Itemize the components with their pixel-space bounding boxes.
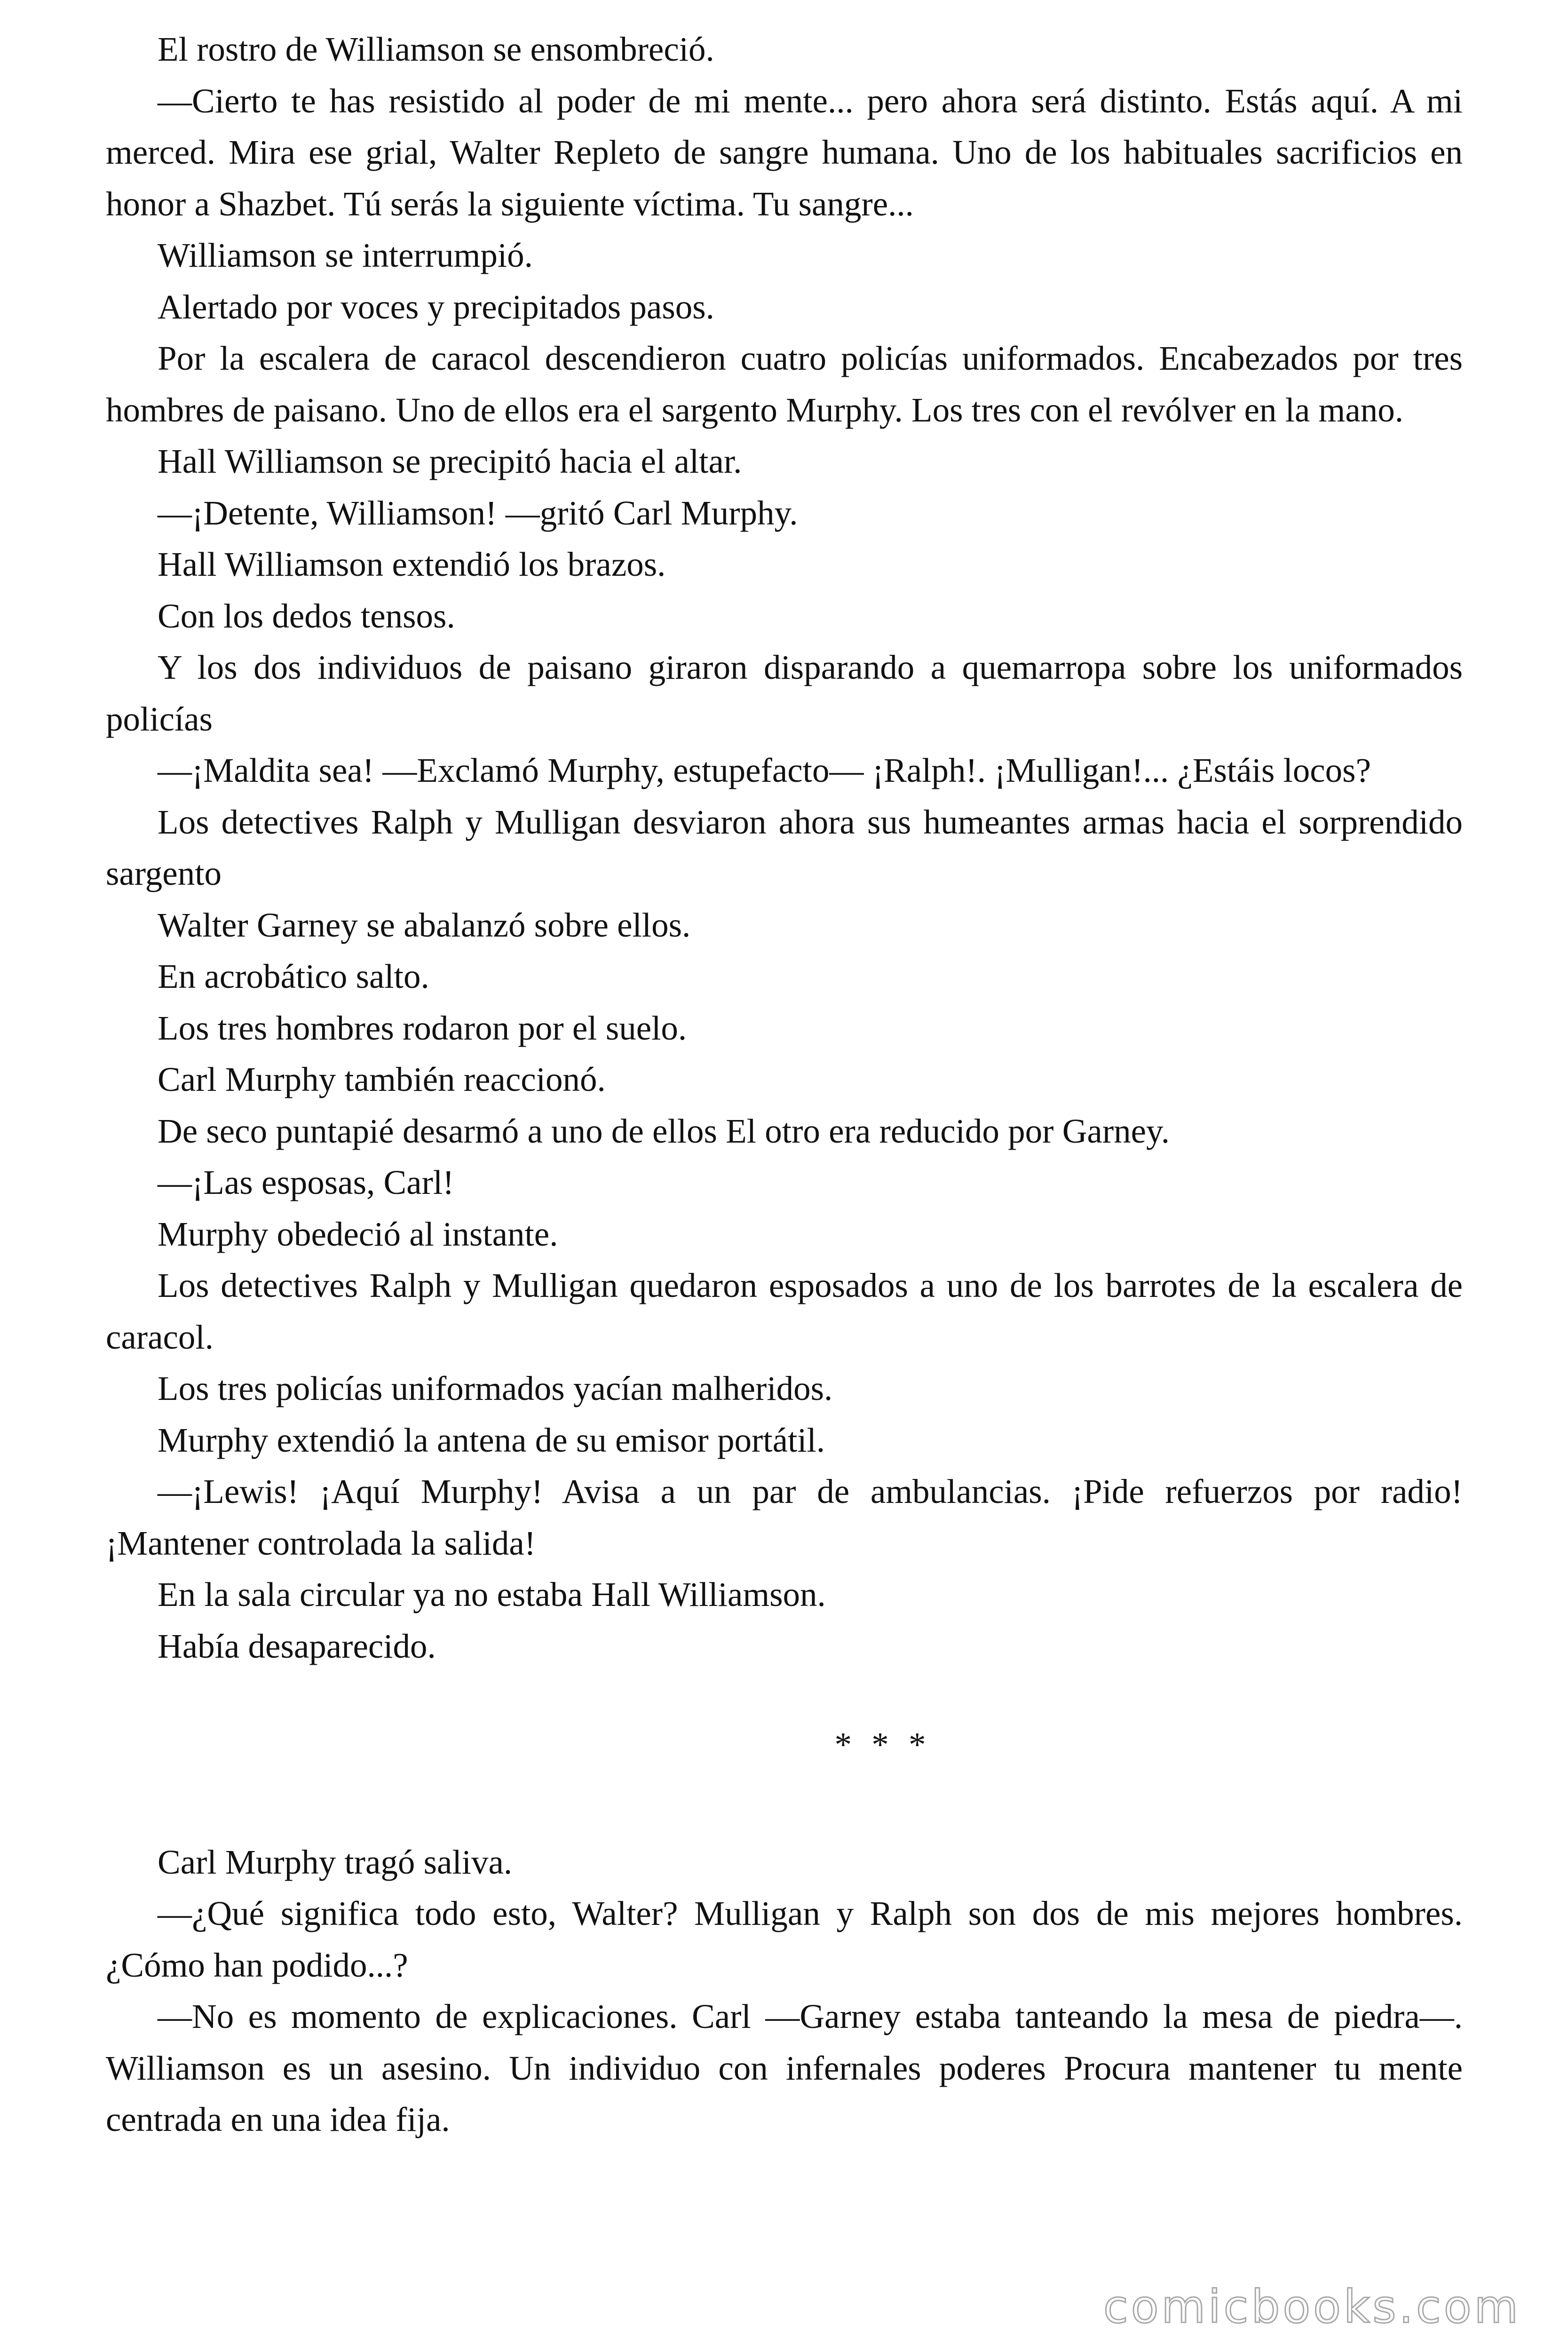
paragraph: Walter Garney se abalanzó sobre ellos. [158,906,691,944]
scene-separator: * * * [834,1725,932,1764]
paragraph: Por la escalera de caracol descendieron cuatro policías uniformados. Encabezados por tres hombres de paisano. Uno de ellos era el sargento Murphy. Los tres con el revólver en la mano. [106,339,1463,429]
paragraph: Carl Murphy también reaccionó. [158,1060,606,1098]
paragraph: —¡Detente, Williamson! —gritó Carl Murphy. [158,493,798,532]
paragraph: Murphy extendió la antena de su emisor portátil. [158,1421,825,1459]
paragraph: Los tres policías uniformados yacían malheridos. [158,1369,833,1407]
watermark-logo: comicbooks.com [1103,2280,1521,2333]
paragraph: Williamson se interrumpió. [158,236,533,274]
paragraph: Hall Williamson extendió los brazos. [158,545,666,583]
paragraph: —¡Lewis! ¡Aquí Murphy! Avisa a un par de ambulancias. ¡Pide refuerzos por radio! ¡Mantener controlada la salida! [106,1472,1463,1562]
paragraph: Murphy obedeció al instante. [158,1215,558,1253]
paragraph: Alertado por voces y precipitados pasos. [158,287,714,326]
paragraph: Los tres hombres rodaron por el suelo. [158,1009,687,1047]
paragraph: —¿Qué significa todo esto, Walter? Mulligan y Ralph son dos de mis mejores hombres. ¿Cómo han podido...? [106,1894,1463,1984]
paragraph: Carl Murphy tragó saliva. [158,1843,513,1881]
paragraph: Había desaparecido. [158,1627,436,1665]
paragraph: Los detectives Ralph y Mulligan desviaron ahora sus humeantes armas hacia el sorprendido sargento [106,803,1463,892]
paragraph: —Cierto te has resistido al poder de mi mente... pero ahora será distinto. Estás aquí. A mi merced. Mira ese grial, Walter Repleto de sangre humana. Uno de los habituales sacrificios en honor a Shazbet. Tú serás la siguiente víctima. Tu sangre... [106,81,1463,223]
paragraph: Hall Williamson se precipitó hacia el altar. [158,442,742,480]
paragraph: —No es momento de explicaciones. Carl —Garney estaba tanteando la mesa de piedra—. Williamson es un asesino. Un individuo con infernales poderes Procura mantener tu mente centrada en una idea fija. [106,1997,1463,2138]
paragraph: Con los dedos tensos. [158,596,455,635]
paragraph: —¡Maldita sea! —Exclamó Murphy, estupefacto— ¡Ralph!. ¡Mulligan!... ¿Estáis locos? [158,751,1371,789]
paragraph: El rostro de Williamson se ensombreció. [158,30,714,68]
paragraph: Y los dos individuos de paisano giraron disparando a quemarropa sobre los uniformados policías [106,648,1463,738]
text-body [106,24,1463,2145]
paragraph: En acrobático salto. [158,957,429,995]
paragraph: —¡Las esposas, Carl! [158,1163,454,1201]
paragraph: En la sala circular ya no estaba Hall Williamson. [158,1575,826,1613]
paragraph: De seco puntapié desarmó a uno de ellos El otro era reducido por Garney. [158,1112,1170,1150]
paragraph: Los detectives Ralph y Mulligan quedaron esposados a uno de los barrotes de la escalera de caracol. [106,1266,1463,1356]
